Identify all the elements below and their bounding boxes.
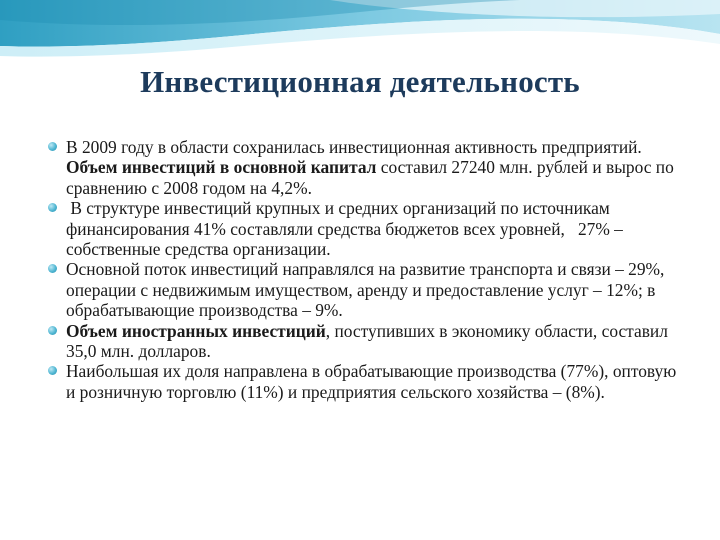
bullet-text: Наибольшая их доля направлена в обрабатывающие производства (77%), оптовую и розничную торговлю (11%) и предприятия сельского хозяйства – (8%).: [66, 361, 677, 402]
list-item: [48, 259, 688, 320]
bullet-text: В 2009 году в области сохранилась инвестиционная активность предприятий.: [66, 137, 642, 157]
bullet-dot-icon: [48, 264, 57, 273]
bullet-bold-text: Объем инвестиций в основной капитал: [66, 157, 377, 178]
bullet-text: составил 27240 млн. рублей и вырос по сравнению с 2008 годом на 4,2%.: [66, 157, 674, 198]
list-item: [48, 198, 688, 259]
list-item: [48, 321, 688, 362]
bullet-dot-icon: [48, 326, 57, 335]
bullet-text: В структуре инвестиций крупных и средних организаций по источникам финансирования 41% составляли средства бюджетов всех уровней, 27% – собственные средства организации.: [66, 198, 628, 260]
list-item: [48, 361, 688, 402]
bullet-dot-icon: [48, 203, 57, 212]
list-item: [48, 137, 688, 198]
bullet-bold-text: Объем иностранных инвестиций: [66, 320, 326, 341]
bullet-text: Основной поток инвестиций направлялся на развитие транспорта и связи – 29%, операции с недвижимым имуществом, аренду и предоставление услуг – 12%; в обрабатывающие производства – 9%.: [66, 259, 665, 321]
bullet-dot-icon: [48, 366, 57, 375]
bullet-list: [48, 137, 688, 402]
header-wave-decoration: [0, 0, 720, 70]
slide-title: Инвестиционная деятельность: [140, 64, 580, 99]
bullet-dot-icon: [48, 142, 57, 151]
bullet-text: , поступивших в экономику области, составил 35,0 млн. долларов.: [66, 320, 668, 362]
